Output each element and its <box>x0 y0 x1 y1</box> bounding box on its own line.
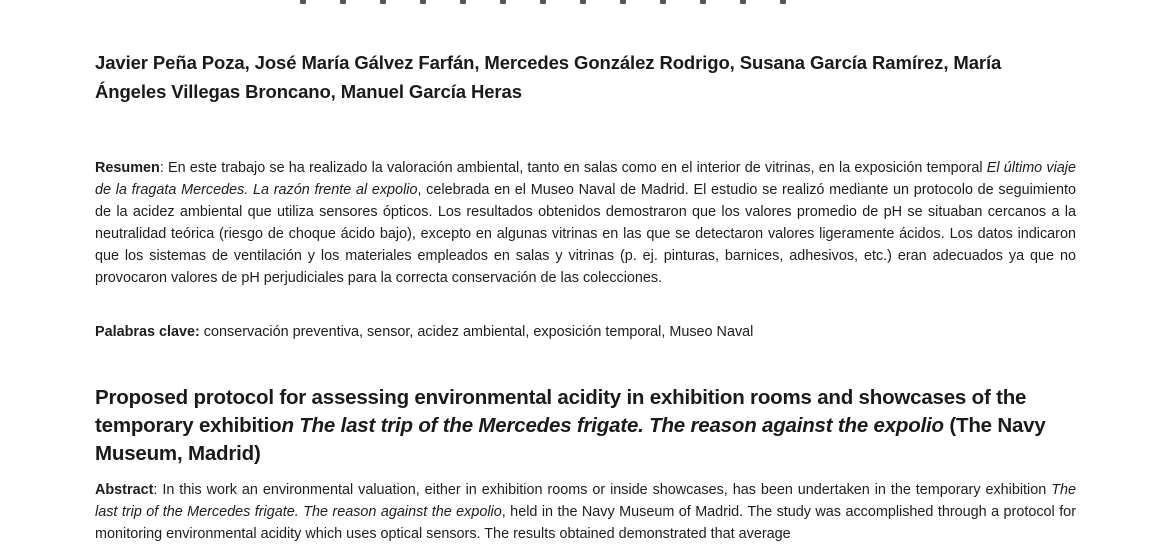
keywords-text: conservación preventiva, sensor, acidez ambiental, exposición temporal, Museo Naval <box>199 324 754 340</box>
resumen-separator: : <box>159 160 168 176</box>
english-title-end: (The Navy Museum, Madrid) <box>95 414 1046 465</box>
abstract-label: Abstract <box>95 482 154 498</box>
keywords-label: Palabras clave: <box>95 324 200 340</box>
resumen-exhibition-title: El último viaje de la fragata Mercedes. La razón frente al expolio <box>95 160 1076 198</box>
abstract-exhibition-title: The last trip of the Mercedes frigate. The reason against the expolio <box>95 482 1076 520</box>
resumen-paragraph <box>95 157 1076 289</box>
english-title-start: Proposed protocol for assessing environmental acidity in exhibition rooms and showcases of the temporary exhibitio <box>95 386 1027 437</box>
abstract-separator: : <box>153 482 163 498</box>
resumen-text-start: En este trabajo se ha realizado la valoración ambiental, tanto en salas como en el interior de vitrinas, en la exposición temporal <box>167 160 987 176</box>
abstract-text-start: In this work an environmental valuation, either in exhibition rooms or inside showcases, has been undertaken in the temporary exhibition <box>162 482 1052 498</box>
keywords-line <box>95 321 1076 343</box>
english-title <box>95 384 1076 468</box>
resumen-label: Resumen <box>95 160 160 176</box>
abstract-text-end: , held in the Navy Museum of Madrid. The study was accomplished through a protocol for monitoring environmental acidity which uses optical sensors. The results obtained demonstrated that average <box>95 504 1076 542</box>
abstract-paragraph <box>95 479 1076 545</box>
truncated-title-line <box>300 0 820 4</box>
english-title-italic: n The last trip of the Mercedes frigate. The reason against the expolio <box>281 414 944 437</box>
author-list: Javier Peña Poza, José María Gálvez Farfán, Mercedes González Rodrigo, Susana García Ramírez, María Ángeles Villegas Broncano, Manuel García Heras <box>95 52 1002 102</box>
resumen-text-end: , celebrada en el Museo Naval de Madrid. El estudio se realizó mediante un protocolo de seguimiento de la acidez ambiental que utiliza sensores ópticos. Los resultados obtenidos demostraron que los valores promedio de pH se situaban cercanos a la neutralidad teórica (riesgo de choque ácido bajo), excepto en algunas vitrinas en las que se detectaron valores ligeramente ácidos. Los datos indicaron que los sistemas de ventilación y los materiales empleados en salas y vitrinas (p. ej. pinturas, barnices, adhesivos, etc.) eran adecuados ya que no provocaron valores de pH perjudiciales para la correcta conservación de las colecciones. <box>95 182 1076 286</box>
